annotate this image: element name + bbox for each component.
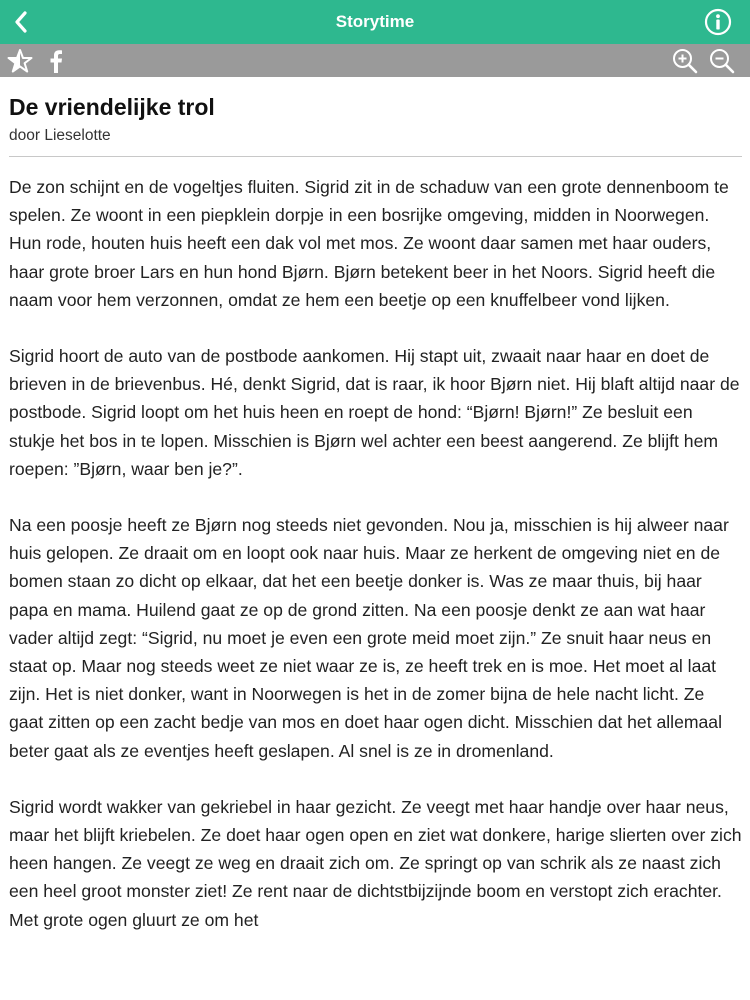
- story-content: [9, 92, 742, 962]
- star-icon: [7, 48, 33, 74]
- zoom-out-icon: [708, 47, 736, 75]
- story-title: De vriendelijke trol: [9, 94, 215, 120]
- chevron-left-icon: [13, 10, 29, 34]
- facebook-share-button[interactable]: [42, 47, 70, 74]
- story-text[interactable]: [9, 173, 742, 934]
- story-author: door Lieselotte: [9, 127, 111, 144]
- back-button[interactable]: [8, 8, 34, 36]
- story-paragraph: Sigrid hoort de auto van de postbode aankomen. Hij stapt uit, zwaait naar haar en doet de brieven in de brievenbus. Hé, denkt Sigrid, dat is raar, ik hoor Bjørn niet. Hij blaft altijd naar de postbode. Sigrid loopt om het huis heen en roept de hond: “Bjørn! Bjørn!” Ze besluit een stukje het bos in te lopen. Misschien is Bjørn wel achter een beest aangerend. Ze blijft hem roepen: ”Bjørn, waar ben je?”.: [9, 346, 740, 479]
- story-paragraph: Na een poosje heeft ze Bjørn nog steeds niet gevonden. Nou ja, misschien is hij alweer naar huis gelopen. Ze draait om en loopt ook naar huis. Maar ze herkent de omgeving niet en de bomen staan zo dicht op elkaar, dat het een beetje donker is. Was ze maar thuis, bij haar papa en mama. Huilend gaat ze op de grond zitten. Na een poosje denkt ze aan wat haar vader altijd zegt: “Sigrid, nu moet je even een grote meid moet zijn.” Ze snuit haar neus en staat op. Maar nog steeds weet ze niet waar ze is, ze heeft trek en is moe. Het moet al laat zijn. Het is niet donker, want in Noorwegen is het in de zomer bijna de hele nacht licht. Ze gaat zitten op een zacht bedje van mos en doet haar ogen dicht. Misschien dat het allemaal beter gaat als ze eventjes heeft geslapen. Al snel is ze in dromenland.: [9, 515, 729, 761]
- zoom-out-button[interactable]: [708, 47, 736, 74]
- navigation-bar: [0, 0, 750, 44]
- favorite-button[interactable]: [6, 47, 34, 74]
- info-circle-icon: [704, 8, 732, 36]
- zoom-in-button[interactable]: [671, 47, 699, 74]
- page-title: Storytime: [335, 12, 415, 31]
- info-button[interactable]: [704, 8, 732, 36]
- story-paragraph: De zon schijnt en de vogeltjes fluiten. Sigrid zit in de schaduw van een grote dennenboom te spelen. Ze woont in een piepklein dorpje in een bosrijke omgeving, midden in Noorwegen. Hun rode, houten huis heeft een dak vol met mos. Ze woont daar samen met haar ouders, haar grote broer Lars en hun hond Bjørn. Bjørn betekent beer in het Noors. Sigrid heeft die naam voor hem verzonnen, omdat ze hem een beetje op een knuffelbeer vond lijken.: [9, 177, 729, 310]
- story-paragraph: Sigrid wordt wakker van gekriebel in haar gezicht. Ze veegt met haar handje over haar neus, maar het blijft kriebelen. Ze doet haar ogen open en ziet wat donkere, harige slierten over zich heen hangen. Ze veegt ze weg en draait zich om. Ze springt op van schrik als ze naast zich een heel groot monster ziet! Ze rent naar de dichtstbijzijnde boom en verstopt zich erachter. Met grote ogen gluurt ze om het: [9, 796, 742, 930]
- divider: [9, 156, 742, 157]
- facebook-icon: [49, 49, 63, 73]
- toolbar: [0, 44, 750, 77]
- zoom-in-icon: [671, 47, 699, 75]
